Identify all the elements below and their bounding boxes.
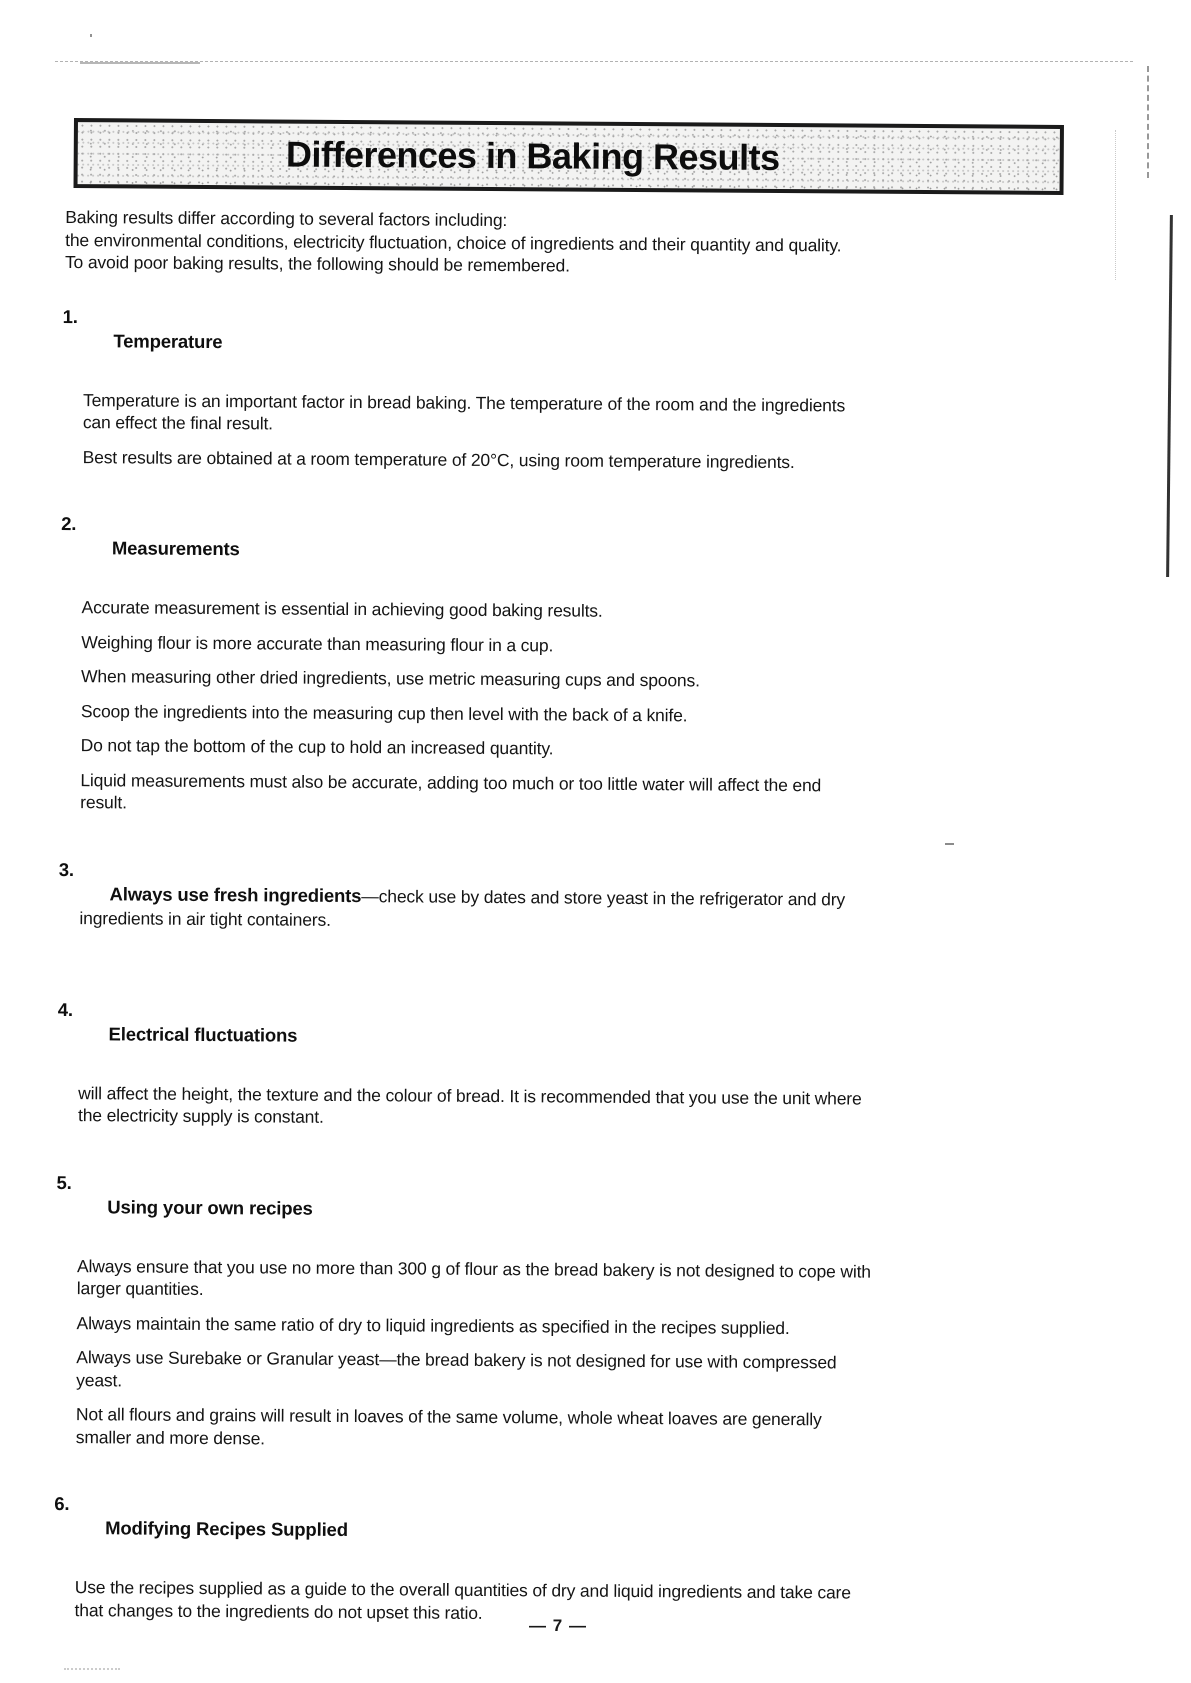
page-content	[56, 118, 1026, 1628]
numbered-section	[56, 1492, 1017, 1628]
section-paragraphs	[80, 596, 1022, 820]
scan-fold-line-dark-segment	[80, 62, 200, 64]
paragraph: Weighing flour is more accurate than measuring flour in a cup.	[81, 631, 554, 655]
paragraph: Always ensure that you use no more than 300 g of flour as the bread bakery is not designed to cope with larger quantities.	[76, 1255, 871, 1299]
section-heading-line	[77, 1171, 1018, 1250]
paragraph: When measuring other dried ingredients, use metric measuring cups and spoons.	[81, 666, 700, 691]
paragraph: Temperature is an important factor in bread baking. The temperature of the room and the ingredients can effect the final result.	[82, 389, 846, 434]
numbered-section	[61, 512, 1023, 820]
section-heading: Modifying Recipes Supplied	[105, 1517, 348, 1541]
section-number: 6.	[54, 1492, 70, 1515]
scan-fold-line	[55, 61, 1133, 62]
page-title: Differences in Baking Results	[285, 133, 780, 178]
title-banner	[74, 118, 1064, 195]
paragraph: Always maintain the same ratio of dry to liquid ingredients as specified in the recipes supplied.	[76, 1312, 790, 1338]
section-paragraphs	[76, 1255, 1018, 1455]
intro-line: Baking results differ according to several factors including:	[65, 206, 508, 231]
page-number: — 7 —	[529, 1616, 587, 1635]
section-heading: Always use fresh ingredients	[109, 882, 362, 906]
section-heading-line	[75, 1492, 1016, 1571]
scan-edge-faint-dots	[1115, 130, 1116, 280]
section-number: 3.	[58, 858, 74, 880]
section-heading: Temperature	[113, 329, 223, 352]
section-heading-line	[79, 858, 1021, 961]
paragraph: Always use Surebake or Granular yeast—the bread bakery is not designed for use with compressed yeast.	[76, 1347, 837, 1390]
section-heading-continuation: —check use by dates and store yeast in the refrigerator and dry ingredients in air tight containers.	[79, 885, 846, 930]
section-number: 1.	[62, 305, 78, 327]
paragraph: Not all flours and grains will result in loaves of the same volume, whole wheat loaves are generally smaller and more dense.	[75, 1404, 822, 1448]
scan-edge-dashes	[1147, 66, 1149, 178]
section-heading: Measurements	[111, 537, 240, 560]
section-heading: Electrical fluctuations	[108, 1022, 298, 1046]
intro-line: the environmental conditions, electricity fluctuation, choice of ingredients and their quantity and quality.	[65, 229, 842, 255]
numbered-section	[64, 304, 1025, 474]
paragraph: Liquid measurements must also be accurate, adding too much or too little water will affect the end result.	[80, 769, 822, 813]
paragraph: will affect the height, the texture and the colour of bread. It is recommended that you use the unit where the electricity supply is constant.	[77, 1082, 862, 1127]
section-number: 5.	[56, 1171, 72, 1193]
paragraph: Use the recipes supplied as a guide to the overall quantities of dry and liquid ingredients and take care that changes to the ingredients do not upset this ratio.	[74, 1577, 851, 1623]
section-heading-line	[82, 512, 1023, 591]
intro-line: To avoid poor baking results, the following should be remembered.	[64, 251, 570, 276]
scan-speck	[90, 34, 92, 37]
scan-edge-line	[1166, 215, 1173, 577]
scan-bottom-marks	[64, 1668, 120, 1670]
paragraph: Best results are obtained at a room temperature of 20°C, using room temperature ingredients.	[82, 446, 795, 472]
section-number: 4.	[57, 998, 73, 1020]
section-heading-line	[83, 305, 1024, 384]
numbered-section	[59, 997, 1020, 1133]
sections	[56, 304, 1025, 1627]
section-paragraphs	[78, 1082, 1019, 1134]
section-number: 2.	[61, 512, 77, 535]
section-paragraphs	[83, 389, 1025, 475]
section-heading: Using your own recipes	[107, 1195, 313, 1219]
paragraph: Accurate measurement is essential in achieving good baking results.	[81, 597, 603, 621]
paragraph: Scoop the ingredients into the measuring cup then level with the back of a knife.	[80, 700, 688, 725]
numbered-section	[60, 857, 1021, 960]
section-heading-line	[78, 998, 1019, 1077]
numbered-section	[57, 1170, 1019, 1454]
paragraph: Do not tap the bottom of the cup to hold an increased quantity.	[80, 735, 554, 759]
intro-paragraph	[65, 206, 1025, 280]
